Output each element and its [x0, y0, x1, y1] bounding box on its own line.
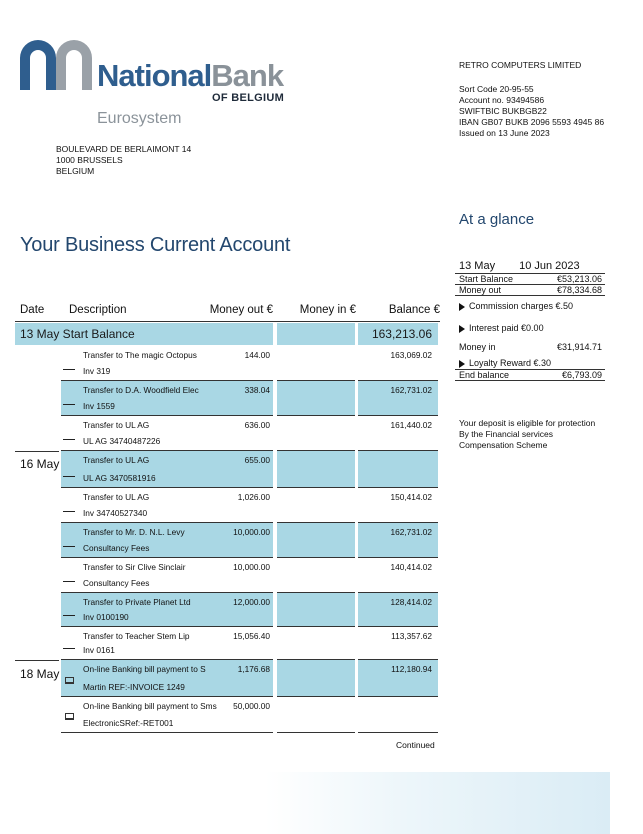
row-highlight-money-in [277, 451, 355, 487]
dash-icon [63, 439, 75, 440]
transaction-balance: 128,414.02 [390, 597, 432, 607]
transaction-reference: Inv 34740527340 [83, 508, 148, 518]
dash-icon [63, 581, 75, 582]
transaction-money-out: 15,056.40 [233, 631, 270, 641]
swift-code: SWIFTBIC BUKBGB22 [459, 106, 547, 116]
transaction-description: Transfer to Teacher Stem Lip [83, 631, 190, 641]
start-balance-money-in [277, 323, 355, 345]
transaction-description: Transfer to The magic Octopus [83, 350, 197, 360]
transaction-reference: Consultancy Fees [83, 543, 150, 553]
row-divider [358, 557, 438, 558]
dash-icon [63, 369, 75, 370]
transaction-description: Transfer to UL AG [83, 492, 150, 502]
transaction-reference: UL AG 34740487226 [83, 436, 161, 446]
start-balance-label: 13 May Start Balance [20, 327, 135, 341]
sort-code: Sort Code 20-95-55 [459, 84, 534, 94]
dash-icon [63, 546, 75, 547]
triangle-icon [459, 303, 465, 311]
transaction-description: Transfer to Sir Clive Sinclair [83, 562, 186, 572]
row-divider [358, 696, 438, 697]
transaction-balance: 112,180.94 [391, 664, 432, 674]
row-divider [358, 415, 438, 416]
transaction-reference: Consultancy Fees [83, 578, 150, 588]
transaction-reference: Inv 0161 [83, 645, 115, 655]
transaction-reference: Inv 0100190 [83, 612, 129, 622]
glance-start-balance: Start Balance €53,213.06 [455, 274, 605, 285]
transaction-balance: 163,069.02 [390, 350, 432, 360]
transaction-money-out: 10,000.00 [233, 527, 270, 537]
transaction-balance: 113,357.62 [391, 631, 432, 641]
date-divider [15, 451, 59, 452]
account-number: Account no. 93494586 [459, 95, 545, 105]
glance-summary [455, 260, 605, 381]
row-highlight-money-in [277, 381, 355, 415]
transaction-balance: 162,731.02 [390, 385, 432, 395]
row-highlight-money-in [277, 593, 355, 626]
transaction-money-out: 50,000.00 [233, 701, 270, 711]
row-divider [61, 732, 273, 733]
triangle-icon [459, 325, 465, 333]
transaction-description: Transfer to Private Planet Ltd [83, 597, 191, 607]
col-header-balance: Balance € [388, 304, 440, 316]
transaction-balance: 161,440.02 [390, 420, 432, 430]
transaction-balance: 162,731.02 [390, 527, 432, 537]
protection-note: Your deposit is eligible for protection By the Financial services Compensation Scheme [459, 418, 596, 450]
header-divider [15, 321, 440, 322]
row-highlight-money-in [277, 523, 355, 557]
date-16-may: 16 May [20, 457, 60, 471]
transaction-reference: Inv 1559 [83, 401, 115, 411]
watermark-fade [265, 772, 610, 834]
bank-address: BOULEVARD DE BERLAIMONT 14 1000 BRUSSELS BELGIUM [56, 144, 192, 176]
transaction-money-out: 1,026.00 [237, 492, 270, 502]
brand-tagline: Eurosystem [97, 110, 182, 127]
transaction-reference: Martin REF:-INVOICE 1249 [83, 682, 185, 692]
transaction-money-out: 144.00 [244, 350, 270, 360]
transaction-money-out: 10,000.00 [233, 562, 270, 572]
transaction-description: Transfer to UL AG [83, 420, 150, 430]
glance-money-in: Money in €31,914.71 [459, 342, 602, 352]
row-divider [277, 626, 355, 627]
row-divider [61, 415, 273, 416]
transaction-balance: 140,414.02 [390, 562, 432, 572]
transaction-money-out: 12,000.00 [233, 597, 270, 607]
row-divider [277, 696, 355, 697]
brand-name: NationalBank [97, 58, 284, 93]
triangle-icon [459, 360, 465, 368]
transaction-balance: 150,414.02 [390, 492, 432, 502]
issued-date: Issued on 13 June 2023 [459, 128, 550, 138]
col-header-description: Description [69, 304, 127, 316]
dash-icon [63, 615, 75, 616]
row-divider [61, 696, 273, 697]
iban: IBAN GB07 BUKB 2096 5593 4945 86 [459, 117, 605, 127]
glance-title: At a glance [459, 211, 535, 228]
row-divider [277, 487, 355, 488]
continued-note: Continued [396, 740, 435, 750]
glance-period: 13 May 10 Jun 2023 [455, 260, 605, 274]
row-highlight-balance [358, 451, 438, 487]
dash-icon [63, 511, 75, 512]
row-divider [277, 732, 355, 733]
transaction-description: On-line Banking bill payment to Sms [83, 701, 217, 711]
glance-end-balance: End balance €6,793.09 [455, 369, 605, 381]
start-balance-cell [15, 323, 273, 345]
transaction-reference: Inv 319 [83, 366, 111, 376]
row-highlight-money-in [277, 660, 355, 696]
row-divider [277, 415, 355, 416]
transaction-money-out: 338.04 [244, 385, 270, 395]
transaction-description: Transfer to D.A. Woodfield Elec [83, 385, 199, 395]
start-balance-value: 163,213.06 [371, 327, 432, 341]
transaction-money-out: 655.00 [244, 455, 270, 465]
computer-icon [65, 713, 74, 720]
transaction-money-out: 1,176.68 [237, 664, 270, 674]
glance-interest: Interest paid €0.00 [455, 323, 605, 333]
col-header-money-in: Money in € [299, 304, 356, 316]
computer-icon [65, 677, 74, 684]
dash-icon [63, 476, 75, 477]
brand-subtitle: OF BELGIUM [212, 92, 285, 104]
dash-icon [63, 404, 75, 405]
glance-commission: Commission charges €.50 [455, 301, 605, 311]
company-name: RETRO COMPUTERS LIMITED [459, 60, 582, 70]
dash-icon [63, 648, 75, 649]
transaction-description: Transfer to UL AG [83, 455, 150, 465]
col-header-date: Date [20, 304, 45, 316]
row-divider [61, 557, 273, 558]
start-balance-value-cell [358, 323, 438, 345]
row-divider [61, 487, 273, 488]
date-18-may: 18 May [20, 667, 60, 681]
row-divider [358, 487, 438, 488]
glance-loyalty: Loyalty Reward €.30 [455, 358, 605, 368]
transaction-money-out: 636.00 [244, 420, 270, 430]
row-divider [61, 626, 273, 627]
transaction-description: On-line Banking bill payment to S [83, 664, 206, 674]
glance-money-out: Money out €78,334.68 [455, 285, 605, 296]
row-divider [277, 557, 355, 558]
row-divider [358, 732, 438, 733]
col-header-money-out: Money out € [209, 304, 273, 316]
bank-logo-icon [16, 36, 96, 90]
transaction-description: Transfer to Mr. D. N.L. Levy [83, 527, 185, 537]
date-divider [15, 660, 59, 661]
transaction-reference: UL AG 3470581916 [83, 473, 156, 483]
row-divider [358, 626, 438, 627]
page-title: Your Business Current Account [20, 234, 291, 256]
transaction-reference: ElectronicSRef:-RET001 [83, 718, 174, 728]
account-details [459, 60, 604, 139]
